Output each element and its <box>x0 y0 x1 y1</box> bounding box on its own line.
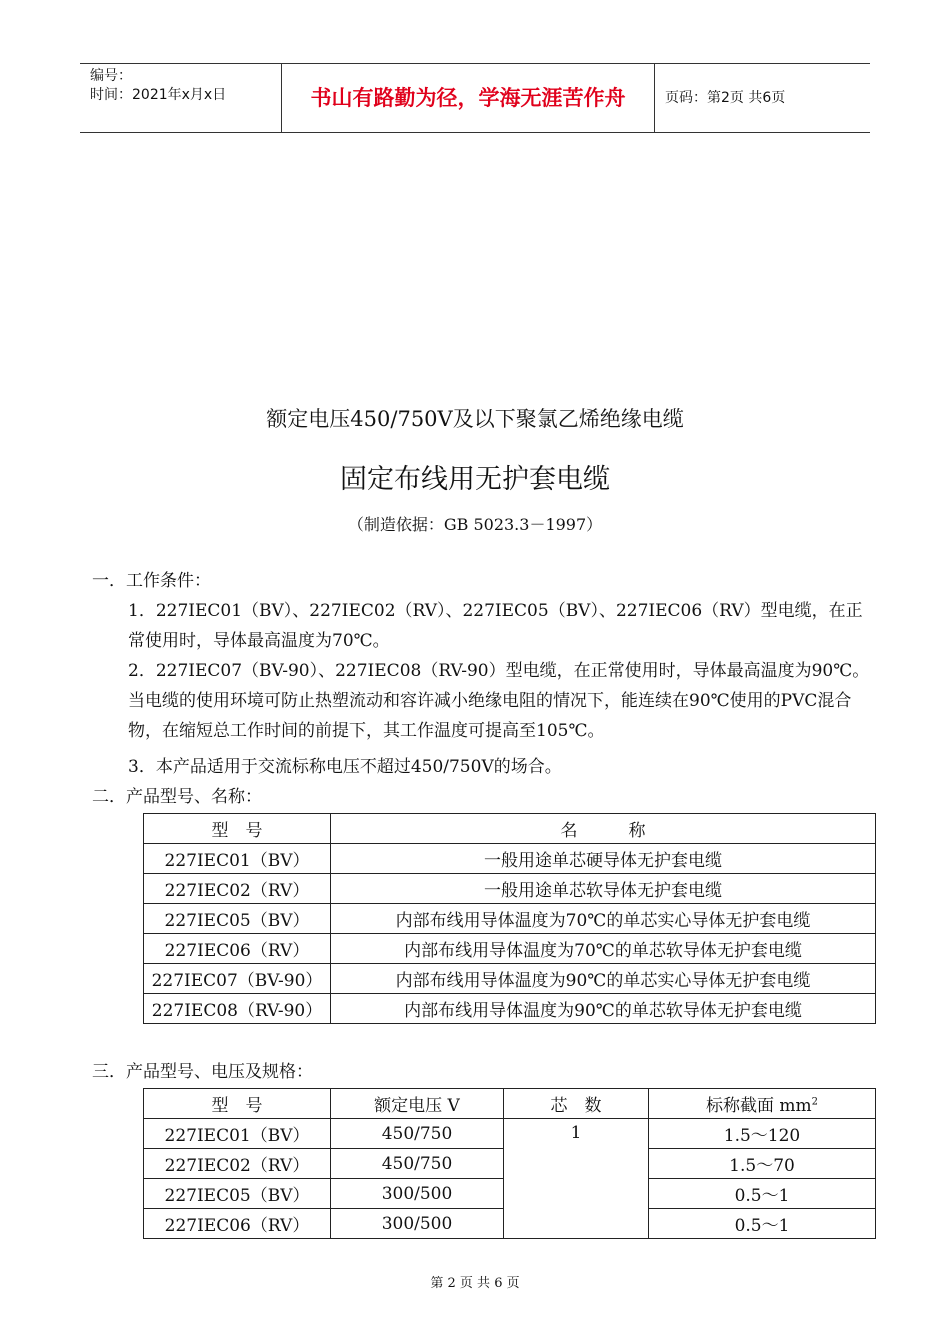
model-cell: 227IEC02（RV） <box>144 1149 331 1179</box>
name-cell: 内部布线用导体温度为70℃的单芯软导体无护套电缆 <box>331 934 876 964</box>
name-cell: 内部布线用导体温度为70℃的单芯实心导体无护套电缆 <box>331 904 876 934</box>
column-header-voltage: 额定电压 V <box>331 1089 504 1119</box>
table-row <box>144 934 876 964</box>
cross-section-cell: 1.5～120 <box>649 1119 876 1149</box>
document-subtitle: 固定布线用无护套电缆 <box>340 464 610 495</box>
voltage-cell: 450/750 <box>331 1149 504 1179</box>
name-cell: 内部布线用导体温度为90℃的单芯实心导体无护套电缆 <box>331 964 876 994</box>
column-header-cross-section <box>649 1089 876 1119</box>
table-row <box>144 874 876 904</box>
cross-section-cell: 1.5～70 <box>649 1149 876 1179</box>
table-header-row <box>144 1089 876 1119</box>
section-heading-working-conditions: 一．工作条件： <box>92 571 211 591</box>
unit-superscript: 2 <box>811 1096 819 1108</box>
condition-item-2: 2．227IEC07（BV-90）、227IEC08（RV-90）型电缆，在正常使用时，导体最高温度为90℃。当电缆的使用环境可防止热塑流动和容许减小绝缘电阻的情况下，能连续在90℃使用的PVC混合物，在缩短总工作时间的前提下，其工作温度可提高至105℃。 <box>128 661 870 741</box>
model-cell: 227IEC07（BV-90） <box>144 964 331 994</box>
condition-item-3: 3．本产品适用于交流标称电压不超过450/750V的场合。 <box>128 757 562 777</box>
page-footer: 第 2 页 共 6 页 <box>430 1276 520 1291</box>
model-cell: 227IEC06（RV） <box>144 934 331 964</box>
cores-cell: 1 <box>504 1119 649 1239</box>
header-divider <box>654 64 655 132</box>
model-cell: 227IEC06（RV） <box>144 1209 331 1239</box>
name-cell: 一般用途单芯硬导体无护套电缆 <box>331 844 876 874</box>
column-header-name: 名 称 <box>331 814 876 844</box>
header-meta <box>90 67 226 105</box>
number-label: 编号： <box>90 68 132 84</box>
cross-section-cell: 0.5～1 <box>649 1209 876 1239</box>
column-header-model: 型 号 <box>144 814 331 844</box>
name-cell: 内部布线用导体温度为90℃的单芯软导体无护套电缆 <box>331 994 876 1024</box>
cross-section-cell: 0.5～1 <box>649 1179 876 1209</box>
cross-section-label: 标称截面 mm <box>705 1096 812 1116</box>
model-cell: 227IEC02（RV） <box>144 874 331 904</box>
voltage-cell: 300/500 <box>331 1179 504 1209</box>
specifications-table <box>143 1088 876 1239</box>
header-page-info: 页码：第2页 共6页 <box>665 90 786 106</box>
models-names-table <box>143 813 876 1024</box>
table-header-row <box>144 814 876 844</box>
section-heading-models-names: 二．产品型号、名称： <box>92 787 262 807</box>
voltage-cell: 300/500 <box>331 1209 504 1239</box>
manufacturing-basis: （制造依据：GB 5023.3－1997） <box>347 515 603 534</box>
model-cell: 227IEC08（RV-90） <box>144 994 331 1024</box>
table-row <box>144 994 876 1024</box>
document-title: 额定电压450/750V及以下聚氯乙烯绝缘电缆 <box>266 407 684 431</box>
voltage-cell: 450/750 <box>331 1119 504 1149</box>
page-header <box>80 63 870 133</box>
condition-item-1: 1．227IEC01（BV）、227IEC02（RV）、227IEC05（BV）、227IEC06（RV）型电缆，在正常使用时，导体最高温度为70℃。 <box>128 601 863 651</box>
table-row <box>144 844 876 874</box>
table-row <box>144 904 876 934</box>
table-row <box>144 1119 876 1149</box>
header-motto: 书山有路勤为径，学海无涯苦作舟 <box>310 86 626 110</box>
model-cell: 227IEC05（BV） <box>144 904 331 934</box>
column-header-cores: 芯 数 <box>504 1089 649 1119</box>
time-label: 时间：2021年x月x日 <box>90 87 227 103</box>
table-row <box>144 964 876 994</box>
model-cell: 227IEC05（BV） <box>144 1179 331 1209</box>
model-cell: 227IEC01（BV） <box>144 1119 331 1149</box>
section-heading-specifications: 三．产品型号、电压及规格： <box>92 1062 313 1082</box>
name-cell: 一般用途单芯软导体无护套电缆 <box>331 874 876 904</box>
model-cell: 227IEC01（BV） <box>144 844 331 874</box>
column-header-model: 型 号 <box>144 1089 331 1119</box>
